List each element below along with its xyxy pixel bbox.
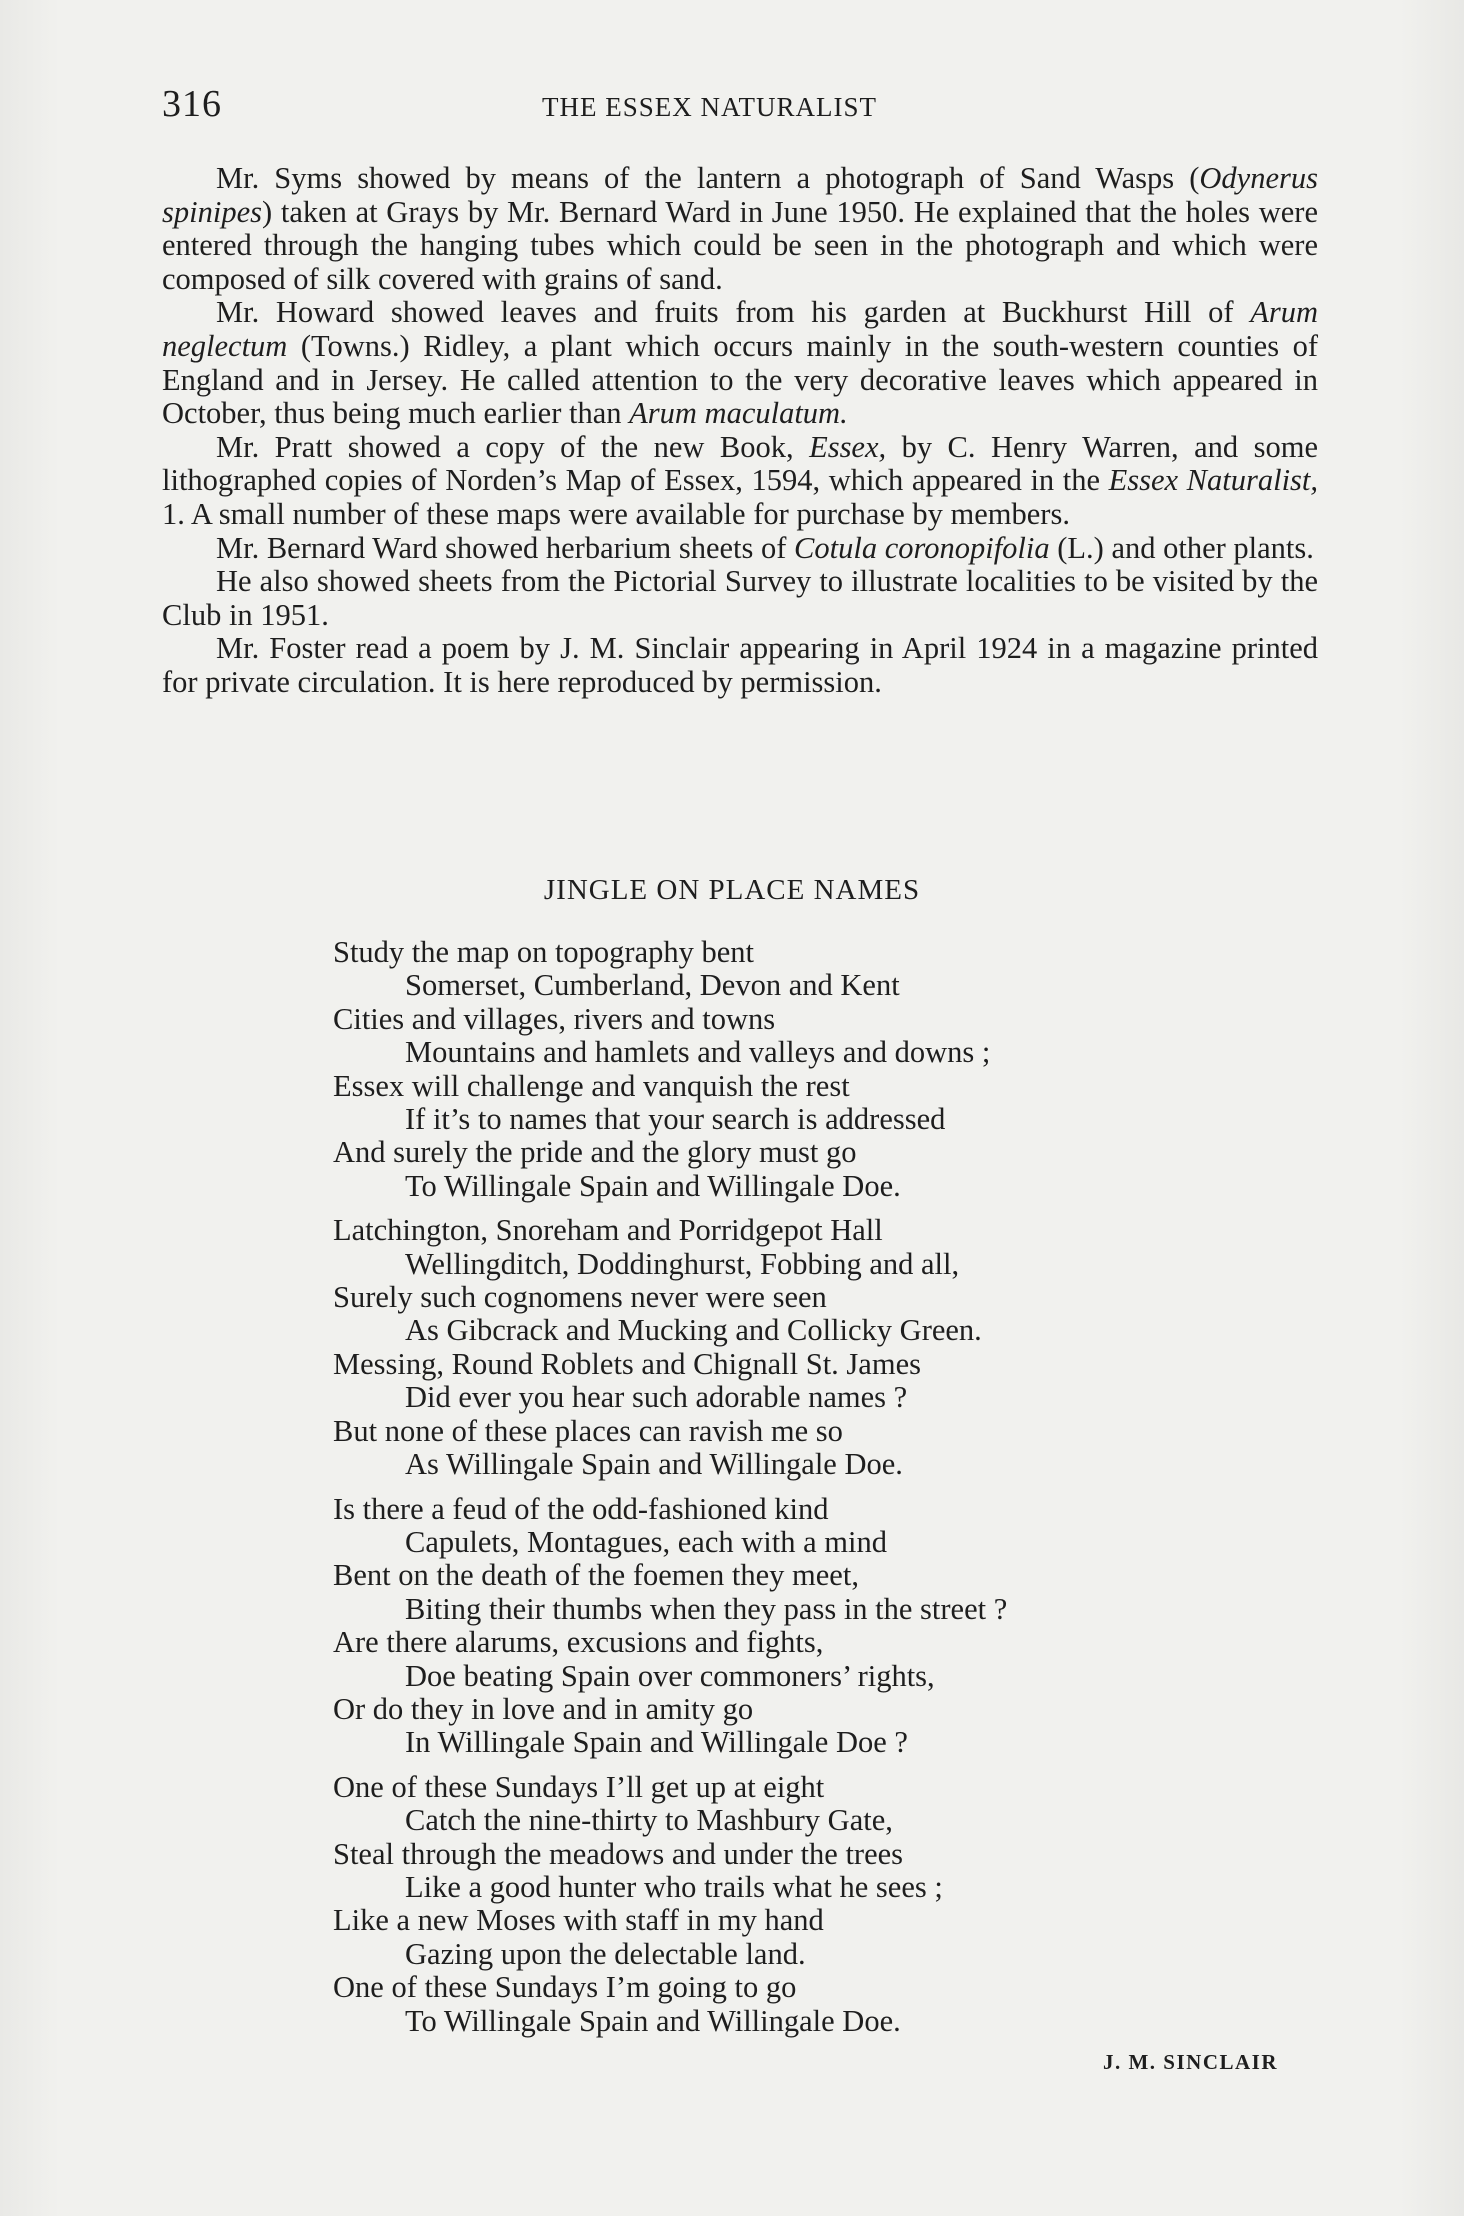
poem-line: Are there alarums, excusions and fights, <box>333 1625 824 1660</box>
poem-line: Somerset, Cumberland, Devon and Kent <box>405 968 900 1003</box>
poem-line: Cities and villages, rivers and towns <box>333 1001 776 1036</box>
poem-line: As Willingale Spain and Willingale Doe. <box>405 1447 903 1482</box>
poem-line: Like a new Moses with staff in my hand <box>333 1903 824 1938</box>
poem-line: If it’s to names that your search is addressed <box>405 1102 946 1137</box>
poem-line: Capulets, Montagues, each with a mind <box>405 1524 887 1559</box>
poem-line: Wellingditch, Doddinghurst, Fobbing and all, <box>405 1246 960 1281</box>
poem-stanza <box>333 936 1333 1203</box>
paragraph: Mr. Bernard Ward showed herbarium sheets of Cotula coronopifolia (L.) and other plants. <box>216 530 1314 565</box>
poem-stanza <box>333 1771 1333 2038</box>
poem-line: To Willingale Spain and Willingale Doe. <box>405 2003 901 2038</box>
poem-line: And surely the pride and the glory must go <box>333 1135 857 1170</box>
paragraph: Mr. Syms showed by means of the lantern a photograph of Sand Wasps (Odynerus spinipes) taken at Grays by Mr. Bernard Ward in June 1950. He explained that the holes were entered through the hanging tubes which could be seen in the photograph and which were composed of silk covered with grains of sand. <box>162 161 1318 296</box>
poem-line: But none of these places can ravish me so <box>333 1413 843 1448</box>
poem-line: One of these Sundays I’ll get up at eight <box>333 1769 825 1804</box>
poem-line: Gazing upon the delectable land. <box>405 1936 806 1971</box>
poem-line: Did ever you hear such adorable names ? <box>405 1380 908 1415</box>
body-text <box>162 162 1318 700</box>
poem-stanza <box>333 1493 1333 1760</box>
poem <box>333 936 1333 2049</box>
paragraph: He also showed sheets from the Pictorial Survey to illustrate localities to be visited by the Club in 1951. <box>162 564 1318 632</box>
poem-line: Surely such cognomens never were seen <box>333 1280 827 1315</box>
poem-line: Is there a feud of the odd-fashioned kind <box>333 1491 829 1526</box>
page-header <box>162 82 1322 132</box>
poem-line: Latchington, Snoreham and Porridgepot Hall <box>333 1213 883 1248</box>
poem-line: In Willingale Spain and Willingale Doe ? <box>405 1725 908 1760</box>
poem-line: Mountains and hamlets and valleys and downs ; <box>405 1035 991 1070</box>
poem-stanza <box>333 1214 1333 1481</box>
poem-line: Catch the nine-thirty to Mashbury Gate, <box>405 1803 893 1838</box>
paragraph: Mr. Pratt showed a copy of the new Book, Essex, by C. Henry Warren, and some lithographed copies of Norden’s Map of Essex, 1594, which appeared in the Essex Naturalist, 1. A small number of these maps were available for purchase by members. <box>162 429 1319 531</box>
poem-line: Steal through the meadows and under the trees <box>333 1836 904 1871</box>
poem-line: As Gibcrack and Mucking and Collicky Green. <box>405 1313 982 1348</box>
poem-line: Biting their thumbs when they pass in the street ? <box>405 1591 1008 1626</box>
poem-line: Study the map on topography bent <box>333 935 755 969</box>
page-number: 316 <box>162 83 222 125</box>
poem-signature: J. M. SINCLAIR <box>1102 2050 1278 2074</box>
paragraph: Mr. Howard showed leaves and fruits from his garden at Buckhurst Hill of Arum neglectum (Towns.) Ridley, a plant which occurs mainly in the south-western counties of England and in Jersey. He called attention to the very decorative leaves which appeared in October, thus being much earlier than Arum maculatum. <box>162 295 1318 431</box>
poem-line: Messing, Round Roblets and Chignall St. James <box>333 1346 921 1381</box>
paragraph: Mr. Foster read a poem by J. M. Sinclair appearing in April 1924 in a magazine printed for private circulation. It is here reproduced by permission. <box>162 631 1318 699</box>
poem-line: Or do they in love and in amity go <box>333 1691 754 1726</box>
poem-line: One of these Sundays I’m going to go <box>333 1970 797 2005</box>
poem-line: To Willingale Spain and Willingale Doe. <box>405 1168 901 1203</box>
running-head: THE ESSEX NATURALIST <box>542 92 877 122</box>
poem-line: Doe beating Spain over commoners’ rights, <box>405 1658 935 1693</box>
poem-title: JINGLE ON PLACE NAMES <box>543 874 921 906</box>
poem-line: Essex will challenge and vanquish the rest <box>333 1068 850 1103</box>
poem-line: Like a good hunter who trails what he sees ; <box>405 1869 943 1904</box>
poem-line: Bent on the death of the foemen they meet, <box>333 1558 859 1593</box>
